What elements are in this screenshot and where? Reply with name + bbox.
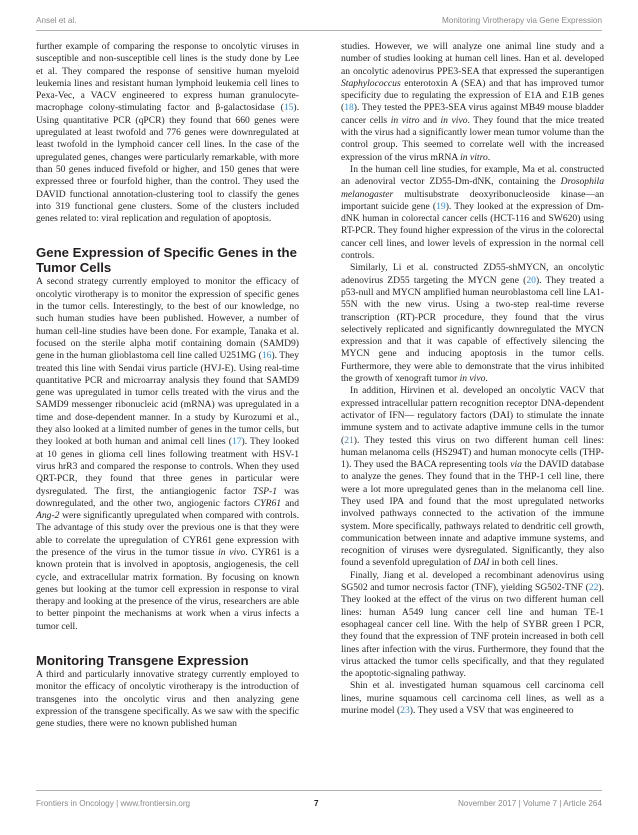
citation-link[interactable]: 18 [344,102,354,114]
citation-link[interactable]: 23 [400,705,410,717]
footer-journal: Frontiers in Oncology | www.frontiersin.org [36,799,191,808]
italic-term: Ang-2 [36,510,60,522]
paragraph: studies. However, we will analyze one animal line study and a number of studies looking at human cell lines. Han et al. developed an oncolytic adenovirus PPE3-SEA that expressed the superantigen Staphylococcus enterotoxin A (SEA) and that has improved tumor specificity due to regulating the expression of E1A and E1B genes (18). They tested the PPE3-SEA virus against MB49 mouse bladder cancer cells in vitro and in vivo. They found that the mice treated with the virus had a significantly lower mean tumor volume than the control group. This seemed to correlate well with the increased expression of the virus mRNA in vitro. [341,41,605,163]
italic-term: in vivo [459,373,486,385]
section-heading-transgene-expression: Monitoring Transgene Expression [36,653,249,669]
footer-divider [36,790,602,791]
paragraph: In the human cell line studies, for example, Ma et al. constructed an adenoviral vector ZD55-Dm-dNK, containing the Drosophila melanogaster multisubstrate deoxyribonucleoside kinase—an important suicide gene (19). They looked at the expression of Dm-dNK human in colorectal cancer cells (HCT-116 and SW620) using RT-PCR. They found higher expression of the virus in the colorectal cancer cell lines, and lower levels of expression in the normal cell controls. [341,163,604,262]
footer-issue: November 2017 | Volume 7 | Article 264 [458,799,602,808]
header-authors: Ansel et al. [36,16,77,25]
header-short-title: Monitoring Virotherapy via Gene Expression [441,16,602,25]
italic-term: in vitro [390,114,420,126]
citation-link[interactable]: 20 [526,274,536,286]
italic-term: CYR61 [253,497,282,509]
italic-term: Staphylococcus [341,77,401,89]
citation-link[interactable]: 22 [588,582,599,594]
italic-term: in vivo [218,546,246,558]
header-divider [36,30,602,31]
paragraph: Similarly, Li et al. constructed ZD55-shMYCN, an oncolytic adenovirus ZD55 targeting the MYCN gene (20). They treated a p53-null and MYCN amplified human neuroblastoma cell line LA1-55N with the new virus. Using a two-step real-time reverse transcription (RT)-PCR procedure, they found that the virus selectively replicated and significantly downregulated the MYCN expression and that it was capable of effectively silencing the MYCN gene and inducing apoptosis in the tumor cells. Furthermore, they were able to demonstrate that the virus inhibited the growth of xenograft tumor in vivo. [341,262,604,385]
paragraph: Finally, Jiang et al. developed a recombinant adenovirus using SG502 and tumor necrosis factor (TNF), yielding SG502-TNF (22). They looked at the effect of the virus on two different human cell lines: human A549 lung cancer cell line and human TE-1 esophageal cancer cell line. With the help of SYBR green I PCR, they found that the expression of TNF protein increased in both cell lines after infection with the virus. Furthermore, they found that the virus attacked the tumor cells specifically, and that they regulated the apoptotic-signaling pathway. [341,569,604,680]
paragraph: A second strategy currently employed to monitor the efficacy of oncolytic virotherapy is to monitor the expression of specific genes in the tumor cells. Interestingly, to the best of our knowledge, no such human studies have been published. However, a number of human cell-line studies have been done. For example, Tanaka et al. focused on the sterile alpha motif containing domain (SAMD9) gene in the human glioblastoma cell line called U251MG (16). They treated this line with Sendai virus particle (HVJ-E). Using real-time quantitative PCR and microarray analysis they found that SAMD9 gene was upregulated in tumor cells treated with the virus and the SAMD9 messenger ribonucleic acid (mRNA) was upregulated in a time and dose-dependent manner. In a study by Kurozumi et al., they also looked at a limited number of genes in the tumor cells, but they looked at both human and animal cell lines (17). They looked at 10 genes in glioma cell lines following treatment with HSV-1 virus hrR3 and compared the response to controls. When they used QRT-PCR, they found that three genes in particular were dysregulated. The first, the antiangiogenic factor TSP-1 was downregulated, and the other two, angiogenic factors CYR61 and Ang-2 were significantly upregulated when compared with controls. The advantage of this study over the previous one is that they were able to correlate the upregulation of CYR61 gene expression with the presence of the virus in the tumor tissue in vivo. CYR61 is a known protein that is involved in apoptosis, angiogenesis, the cell cycle, and extracellular matrix formation. By focusing on known genes but looking at the tumor cell expression in response to viral therapy and looking at the presence of the virus, researchers are able to better pinpoint the mechanisms at work when a virus infects a tumor cell. [36,276,299,632]
paragraph: Shin et al. investigated human squamous cell carcinoma cell lines, murine squamous cell carcinoma cell lines, as well as a murine model (23). They used a VSV that was engineered to [341,680,604,717]
italic-term: in vitro [460,151,488,163]
italic-term: DAI [473,557,490,569]
left-column [36,41,299,731]
citation-link[interactable]: 16 [261,350,272,362]
running-header [36,16,602,25]
paragraph: In addition, Hirvinen et al. developed an oncolytic VACV that expressed intracellular pattern recognition receptor DNA-dependent activator of IFN— regulatory factors (DAI) to stimulate the innate immune system and to activate adaptive immune cells in the tumor (21). They tested this virus on two different human cell lines: human melanoma cells (HS294T) and human monocyte cells (THP-1). They used the BACA representing tools via the DAVID database to analyze the genes. They found that in the THP-1 cell line, there were a lot more upregulated genes than in the melanoma cell line. They used IPA and found that the most upregulated networks involved pathways connected to the activation of the immune system. More specifically, pathways related to dendritic cell growth, communication between innate and adaptive immune systems, and recognition of viruses were dysregulated. Significantly, they also found a sevenfold upregulation of DAI in both cell lines. [341,385,604,569]
italic-term: in vivo [440,114,468,126]
paragraph: A third and particularly innovative strategy currently employed to monitor the efficacy of oncolytic virotherapy is the introduction of transgenes into the oncolytic virus and then analyzing gene expression of the transgene specifically. As we saw with the specific gene studies, there were no known published human [36,669,299,730]
right-column [341,41,604,717]
section-heading-specific-genes: Gene Expression of Specific Genes in the Tumor Cells [36,245,297,276]
paragraph: further example of comparing the response to oncolytic viruses in susceptible and non-susceptible cell lines is the study done by Lee et al. They compared the response of sensitive human myeloid leukemia lines and resistant human lymphoid leukemia cell lines to Pexa-Vec, a VACV engineered to express human granulocyte-macrophage colony-stimulating factor and β-galactosidase (15). Using quantitative PCR (qPCR) they found that 660 genes were upregulated at least twofold and 776 genes were downregulated at least twofold in the lymphoid cancer cell lines. In the case of the upregulated genes, changes were particularly remarkable, with more than 50 genes induced fivefold or higher, and 150 genes that were expressed three or fourfold higher, than the control. They used the DAVID functional annotation-clustering tool to classify the genes into 319 functional gene clusters. Some of the clusters included genes related to: viral replication and regulation of apoptosis. [36,41,299,225]
citation-link[interactable]: 19 [436,200,446,212]
citation-link[interactable]: 15 [283,102,294,114]
italic-term: TSP-1 [253,485,277,497]
citation-link[interactable]: 21 [344,434,354,446]
citation-link[interactable]: 17 [231,436,242,448]
page-number: 7 [314,799,319,808]
italic-term: via [510,459,522,471]
italic-term: Drosophila melanogaster [341,176,604,200]
